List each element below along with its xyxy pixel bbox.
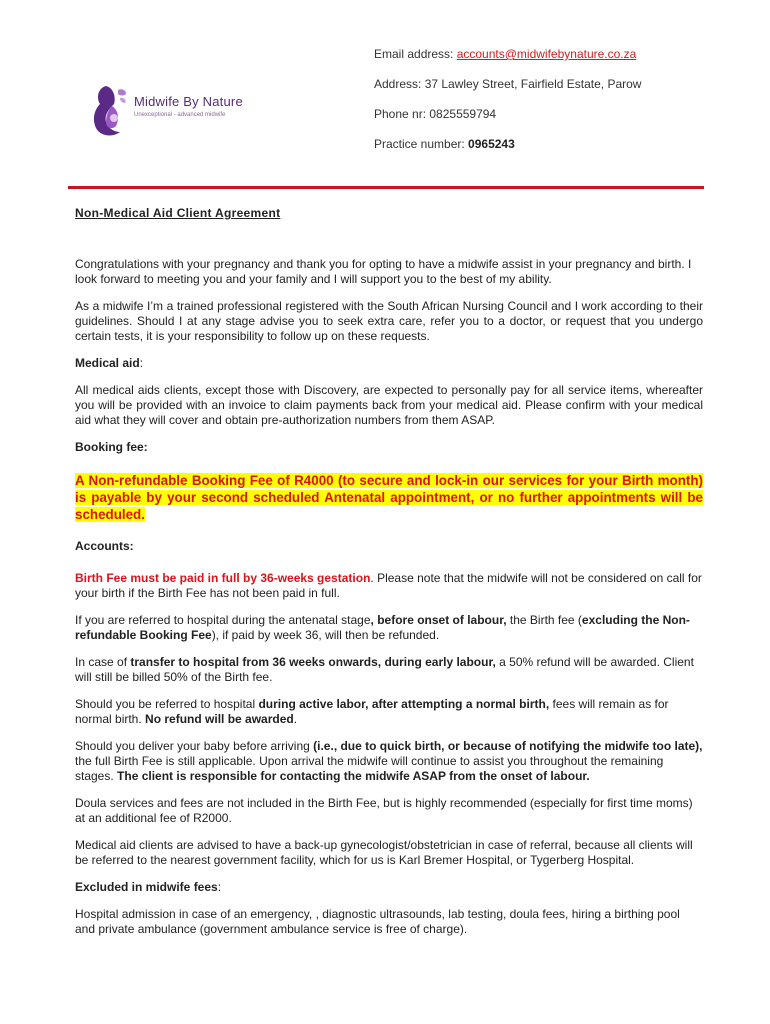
registration-paragraph: As a midwife I’m a trained professional registered with the South African Nursing Council and I work according to their guidelines. Should I at any stage advise you to seek extra care, refer you to a doctor, or request that you undergo certain tests, it is your responsibility to follow up on these requests. <box>75 299 703 343</box>
accounts-4-c: fees will remain as for normal birth. <box>75 697 669 726</box>
accounts-4-e: . <box>293 712 298 726</box>
email-link[interactable]: accounts@midwifebynature.co.za <box>456 47 637 61</box>
accounts-5-b: (i.e., due to quick birth, or because of notifying the midwife too late), <box>313 739 703 753</box>
excluded-paragraph: Hospital admission in case of an emergency, , diagnostic ultrasounds, lab testing, doula fees, hiring a birthing pool and private ambulance (government ambulance service is free of charge). <box>75 907 680 936</box>
practice-number: 0965243 <box>468 137 515 151</box>
medical-aid-heading <box>75 356 703 371</box>
brand-tagline: Unexceptional - advanced midwife <box>134 112 226 118</box>
accounts-paragraph-1 <box>75 571 703 601</box>
accounts-heading: Accounts: <box>75 539 134 553</box>
accounts-4-a: Should you be referred to hospital <box>75 697 259 711</box>
excluded-colon: : <box>217 880 222 894</box>
accounts-2-a: If you are referred to hospital during the antenatal stage <box>75 613 371 627</box>
accounts-paragraph-4 <box>75 697 703 727</box>
email-row <box>374 46 754 76</box>
email-label: Email address: <box>374 47 457 61</box>
accounts-2-e: ), if paid by week 36, will then be refunded. <box>211 628 440 642</box>
accounts-2-b: , before onset of labour, <box>370 613 507 627</box>
accounts-paragraph-3 <box>75 655 703 685</box>
booking-fee-heading: Booking fee: <box>75 440 148 454</box>
medical-aid-paragraph: All medical aids clients, except those with Discovery, are expected to personally pay for all service items, whereafter you will be provided with an invoice to claim payments back from your medical aid. Please confirm with your medical aid what they will cover and obtain pre-authorization numbers from them ASAP. <box>75 383 703 427</box>
accounts-3-c: a 50% refund will be awarded. Client will still be billed 50% of the Birth fee. <box>75 655 694 684</box>
accounts-4-d: No refund will be awarded <box>145 712 294 726</box>
agreement-body <box>75 206 703 937</box>
accounts-2-c: the Birth fee ( <box>506 613 582 627</box>
header-divider <box>68 186 704 189</box>
accounts-1-rest: . Please note that the midwife will not be considered on call for your birth if the Birth Fee has not been paid in full. <box>75 571 702 600</box>
brand-logo <box>88 82 258 140</box>
medical-aid-colon: : <box>139 356 144 370</box>
accounts-paragraph-2 <box>75 613 703 643</box>
excluded-heading-text: Excluded in midwife fees <box>75 880 218 894</box>
brand-name: Midwife By Nature <box>134 94 243 109</box>
booking-fee-highlight: A Non-refundable Booking Fee of R4000 (to secure and lock-in our services for your Birth month) is payable by your second scheduled Antenatal appointment, or no further appointments will be scheduled. <box>75 473 703 522</box>
accounts-5-c: the full Birth Fee is still applicable. Upon arrival the midwife will continue to assist you throughout the remaining stages. <box>75 754 664 783</box>
practice-row <box>374 136 754 166</box>
accounts-5-d: The client is responsible for contacting the midwife ASAP from the onset of labour. <box>117 769 590 783</box>
excluded-heading <box>75 880 703 895</box>
doula-paragraph: Doula services and fees are not included in the Birth Fee, but is highly recommended (especially for first time moms) at an additional fee of R2000. <box>75 796 693 825</box>
accounts-4-b: during active labor, after attempting a normal birth, <box>258 697 550 711</box>
medical-aid-heading-text: Medical aid <box>75 356 140 370</box>
practice-label: Practice number: <box>374 137 469 151</box>
accounts-paragraph-5 <box>75 739 703 784</box>
mother-silhouette-icon <box>88 82 132 138</box>
booking-fee-notice <box>75 472 703 523</box>
phone-row: Phone nr: 0825559794 <box>374 107 497 121</box>
backup-paragraph: Medical aid clients are advised to have a back-up gynecologist/obstetrician in case of referral, because all clients will be referred to the nearest government facility, which for us is Karl Bremer Hospital, or Tygerberg Hospital. <box>75 838 693 867</box>
birth-fee-deadline: Birth Fee must be paid in full by 36-weeks gestation <box>75 571 371 585</box>
address-row: Address: 37 Lawley Street, Fairfield Estate, Parow <box>374 77 642 91</box>
contact-block <box>374 46 754 166</box>
page-title: Non-Medical Aid Client Agreement <box>75 206 281 220</box>
accounts-3-b: transfer to hospital from 36 weeks onwards, during early labour, <box>130 655 496 669</box>
accounts-5-a: Should you deliver your baby before arriving <box>75 739 314 753</box>
accounts-2-d: excluding the Non-refundable Booking Fee <box>75 613 690 642</box>
accounts-3-a: In case of <box>75 655 131 669</box>
intro-paragraph: Congratulations with your pregnancy and thank you for opting to have a midwife assist in your pregnancy and birth. I look forward to meeting you and your family and I will support you to the best of my ability. <box>75 257 692 286</box>
